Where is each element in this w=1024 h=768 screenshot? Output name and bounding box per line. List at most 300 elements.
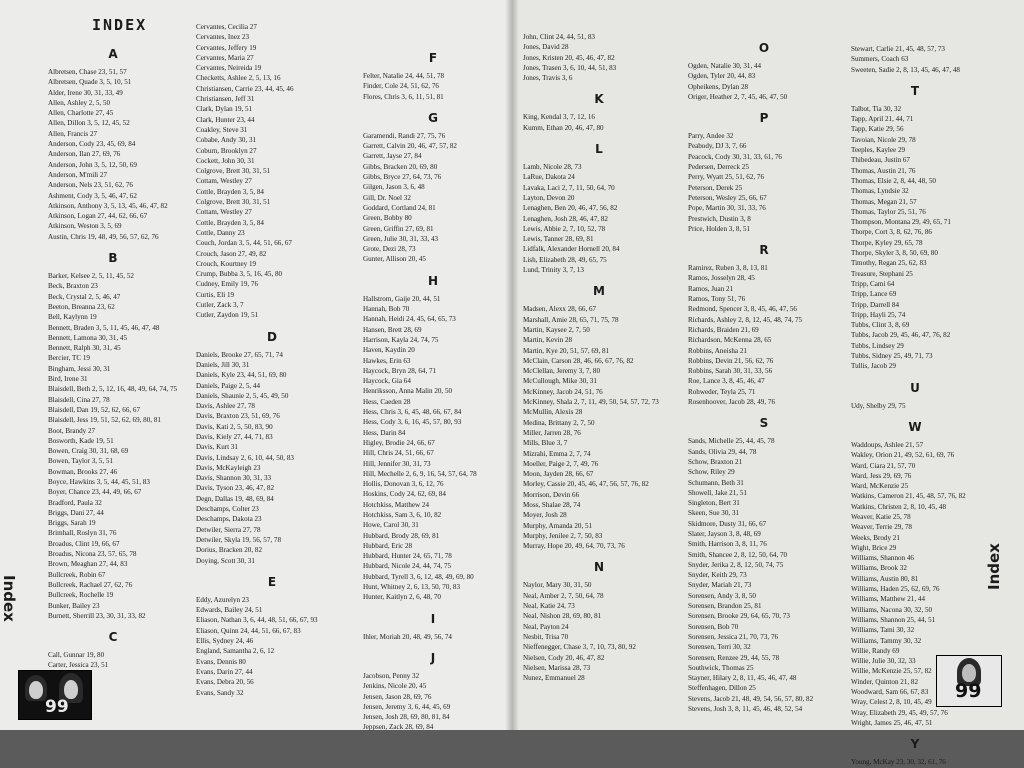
index-entry: Couch, Jordan 3, 5, 44, 51, 66, 67 <box>196 239 292 248</box>
index-entry: Thibedeau, Justin 67 <box>851 156 910 165</box>
index-entry: Morley, Cassie 20, 45, 46, 47, 56, 57, 76, 82 <box>523 480 649 489</box>
index-entry: Moss, Shalae 28, 74 <box>523 500 581 509</box>
index-entry: Haycock, Bryn 28, 64, 71 <box>363 366 437 375</box>
index-entry: Wight, Brice 29 <box>851 543 897 552</box>
index-entry: Jensen, Jason 28, 69, 76 <box>363 692 432 701</box>
index-entry: Clark, Dylan 19, 51 <box>196 105 253 114</box>
index-entry: Grote, Dezi 28, 73 <box>363 245 416 254</box>
index-entry: Crump, Bubba 3, 5, 16, 45, 80 <box>196 270 283 279</box>
index-entry: Anderson, Ilan 27, 69, 76 <box>48 150 121 159</box>
index-entry: Hansen, Brett 28, 69 <box>363 325 422 334</box>
index-entry: Moon, Jayden 28, 66, 67 <box>523 470 594 479</box>
index-entry: McKinney, Jacob 24, 51, 76 <box>523 387 603 396</box>
index-entry: Mizrahi, Emma 2, 7, 74 <box>523 449 591 458</box>
index-entry: Cottle, Danny 23 <box>196 228 245 237</box>
index-entry: Ogden, Tyler 20, 44, 83 <box>688 72 756 81</box>
index-entry: Green, Bobby 80 <box>363 214 412 223</box>
index-entry: Sorensen, Bob 70 <box>688 622 739 631</box>
index-entry: Hawkes, Erin 63 <box>363 356 411 365</box>
index-entry: Hunter, Kaitlyn 2, 6, 48, 70 <box>363 593 441 602</box>
index-entry: Davis, Kurt 31 <box>196 443 238 452</box>
index-entry: Beeton, Breanna 23, 62 <box>48 302 115 311</box>
index-entry: Cutler, Zack 3, 7 <box>196 301 244 310</box>
index-entry: Eliason, Quinn 24, 44, 51, 66, 67, 83 <box>196 626 301 635</box>
index-entry: Martin, Kevin 28 <box>523 336 573 345</box>
index-entry: Jensen, Jeremy 3, 6, 44, 45, 69 <box>363 702 451 711</box>
index-entry: Gunter, Allison 20, 45 <box>363 255 426 264</box>
index-entry: Lamb, Nicole 28, 73 <box>523 163 582 172</box>
letter-heading: N <box>593 560 605 575</box>
index-entry: Williams, Shannon 25, 44, 51 <box>851 615 936 624</box>
letter-heading: I <box>430 611 436 626</box>
index-entry: Watkins, Christen 2, 8, 10, 45, 48 <box>851 502 946 511</box>
index-entry: Medina, Brittany 2, 7, 50 <box>523 418 595 427</box>
index-entry: Layton, Devon 20 <box>523 193 575 202</box>
index-entry: Dorius, Bracken 20, 82 <box>196 546 262 555</box>
index-entry: Williams, Matthew 21, 44 <box>851 595 925 604</box>
index-entry: Snyder, Mariah 21, 73 <box>688 581 752 590</box>
letter-heading: B <box>108 251 118 266</box>
index-entry: Hubbard, Tyrell 3, 6, 12, 48, 49, 69, 80 <box>363 572 474 581</box>
index-entry: Miller, Jarren 28, 76 <box>523 428 581 437</box>
index-entry: Morrison, Devin 66 <box>523 490 580 499</box>
index-entry: Young, McKay 23, 30, 32, 61, 76 <box>851 758 946 767</box>
index-entry: Anderson, Cody 23, 45, 69, 84 <box>48 140 136 149</box>
letter-heading: E <box>267 574 277 589</box>
index-entry: Blaisdell, Jess 19, 51, 52, 62, 69, 80, 81 <box>48 416 161 425</box>
index-entry: Allen, Dillon 3, 5, 12, 45, 52 <box>48 119 130 128</box>
index-entry: Martin, Kaysee 2, 7, 50 <box>523 325 590 334</box>
index-entry: Evans, Dennis 80 <box>196 657 246 666</box>
index-entry: Hannah, Bob 70 <box>363 305 410 314</box>
index-entry: Neal, Payton 24 <box>523 622 569 631</box>
index-entry: Mills, Blue 3, 7 <box>523 439 568 448</box>
letter-heading: D <box>267 329 277 344</box>
index-entry: Daniels, Kyle 23, 44, 51, 69, 80 <box>196 371 287 380</box>
index-entry: Allen, Charlotte 27, 45 <box>48 109 114 118</box>
index-entry: Green, Griffin 27, 69, 81 <box>363 224 434 233</box>
index-entry: Ellis, Sydney 24, 46 <box>196 637 254 646</box>
index-entry: Wakley, Orion 21, 49, 52, 61, 69, 76 <box>851 451 955 460</box>
index-entry: Peabody, DJ 3, 7, 66 <box>688 142 747 151</box>
index-entry: Daniels, Shaunie 2, 5, 45, 49, 50 <box>196 391 289 400</box>
index-entry: Blaisdell, Dan 19, 52, 62, 66, 67 <box>48 405 141 414</box>
index-entry: Doying, Scott 30, 31 <box>196 556 255 565</box>
index-entry: Howe, Carol 30, 31 <box>363 521 419 530</box>
index-entry: Cervantes, Neireida 19 <box>196 64 262 73</box>
index-entry: Jones, Travis 3, 6 <box>523 74 573 83</box>
index-entry: Williams, Tammy 30, 32 <box>851 636 922 645</box>
index-entry: Richards, Braiden 21, 69 <box>688 325 759 334</box>
index-entry: Henriksson, Anna Malin 20, 50 <box>363 387 453 396</box>
index-entry: Robbins, Sarah 30, 31, 33, 56 <box>688 367 773 376</box>
photo-number-right: 99 <box>955 680 982 702</box>
index-entry: Bullcreek, Rochelle 19 <box>48 591 114 600</box>
index-entry: Sands, Olivia 29, 44, 78 <box>688 447 757 456</box>
index-entry: Snyder, Keith 29, 73 <box>688 571 747 580</box>
index-entry: Bennett, Lamona 30, 31, 45 <box>48 333 128 342</box>
index-entry: Bullcreek, Rachael 27, 62, 76 <box>48 580 133 589</box>
index-entry: Naylor, Mary 30, 31, 50 <box>523 581 592 590</box>
index-entry: Hotchkiss, Sam 3, 6, 10, 82 <box>363 510 442 519</box>
index-entry: Tubbs, Jacob 29, 45, 46, 47, 76, 82 <box>851 331 951 340</box>
index-entry: Davis, Ashlee 27, 78 <box>196 402 255 411</box>
index-entry: Cottle, Brayden 3, 5, 84 <box>196 187 264 196</box>
index-entry: Daniels, Jill 30, 31 <box>196 360 250 369</box>
index-entry: Atkinson, Logan 27, 44, 62, 66, 67 <box>48 212 148 221</box>
index-entry: Murray, Hope 20, 49, 64, 70, 73, 76 <box>523 542 625 551</box>
index-entry: Gilgen, Jason 3, 6, 48 <box>363 183 425 192</box>
index-entry: Boyer, Chance 23, 44, 49, 66, 67 <box>48 488 142 497</box>
index-entry: Skeen, Sue 30, 31 <box>688 509 740 518</box>
index-entry: Davis, Lindsay 2, 6, 10, 44, 50, 83 <box>196 453 294 462</box>
index-entry: Sweeten, Sadie 2, 8, 13, 45, 46, 47, 48 <box>851 65 960 74</box>
index-entry: Tripp, Hayli 25, 74 <box>851 310 906 319</box>
index-entry: Smith, Shancee 2, 8, 12, 50, 64, 70 <box>688 550 788 559</box>
index-entry: Goddard, Cortland 24, 81 <box>363 203 436 212</box>
index-entry: Jenkins, Nicole 20, 45 <box>363 682 427 691</box>
index-entry: Cottam, Westley 27 <box>196 177 252 186</box>
index-entry: Richardson, McKenna 28, 65 <box>688 336 772 345</box>
letter-heading: R <box>759 243 769 258</box>
index-entry: Richards, Ashley 2, 8, 12, 45, 48, 74, 75 <box>688 315 803 324</box>
index-entry: Bell, Kaylynn 19 <box>48 313 97 322</box>
index-entry: Ramos, Juan 21 <box>688 284 734 293</box>
index-entry: Wright, James 25, 46, 47, 51 <box>851 718 933 727</box>
index-entry: Bowen, Craig 30, 31, 68, 69 <box>48 447 129 456</box>
index-entry: Nieffenegger, Chase 3, 7, 10, 73, 80, 92 <box>523 643 636 652</box>
index-entry: Moeller, Paige 2, 7, 49, 76 <box>523 459 599 468</box>
index-entry: Colgrove, Brett 30, 31, 51 <box>196 167 271 176</box>
index-entry: Davis, Shannon 30, 31, 33 <box>196 474 272 483</box>
index-entry: Sorensen, Jessica 21, 70, 73, 76 <box>688 632 779 641</box>
index-entry: Gibbs, Bracken 20, 69, 80 <box>363 162 438 171</box>
photo-number-left: 99 <box>45 697 69 717</box>
index-entry: Singleton, Bert 31 <box>688 499 740 508</box>
index-entry: Bennett, Ralph 30, 31, 45 <box>48 344 121 353</box>
index-entry: Nielsen, Cody 20, 46, 47, 82 <box>523 653 605 662</box>
index-entry: Detwiler, Skyla 19, 56, 57, 78 <box>196 535 282 544</box>
index-entry: Thomas, Elsie 2, 8, 44, 48, 50 <box>851 176 936 185</box>
index-entry: Coakley, Steve 31 <box>196 125 248 134</box>
index-entry: Hubbard, Nicole 24, 44, 74, 75 <box>363 562 452 571</box>
index-entry: Willie, Julie 30, 32, 33 <box>851 657 916 666</box>
index-entry: Wray, Elizabeth 29, 45, 49, 57, 76 <box>851 708 948 717</box>
letter-heading: F <box>428 51 438 65</box>
index-entry: Hoskins, Cody 24, 62, 69, 84 <box>363 490 446 499</box>
index-entry: Beck, Crystal 2, 5, 46, 47 <box>48 292 121 301</box>
index-entry: Tripp, Darrell 84 <box>851 300 900 309</box>
index-entry: Garrett, Calvin 20, 46, 47, 57, 82 <box>363 142 457 151</box>
side-label-right: Index <box>985 543 1003 590</box>
index-entry: Cutler, Zaydon 19, 51 <box>196 311 259 320</box>
index-entry: Hill, Jennifer 30, 31, 73 <box>363 459 431 468</box>
index-entry: Tapp, April 21, 44, 71 <box>851 115 914 124</box>
index-entry: Rohweder, Teyla 25, 71 <box>688 387 756 396</box>
index-entry: Bosworth, Kade 19, 51 <box>48 436 114 445</box>
letter-heading: L <box>595 142 603 157</box>
index-entry: McMullin, Alexis 28 <box>523 408 583 417</box>
index-column-1 <box>48 38 178 671</box>
student-photo-left <box>18 670 92 720</box>
page-gutter <box>505 0 519 730</box>
index-entry: Checketts, Ashlee 2, 5, 13, 16 <box>196 74 281 83</box>
index-entry: Skidmore, Dusty 31, 66, 67 <box>688 519 767 528</box>
index-entry: Deschamps, Dakota 23 <box>196 515 262 524</box>
index-entry: Curtis, Eli 19 <box>196 290 235 299</box>
index-entry: Sorensen, Terri 30, 32 <box>688 643 751 652</box>
index-entry: Tripp, Cami 64 <box>851 279 895 288</box>
index-entry: Flores, Chris 3, 6, 11, 51, 81 <box>363 92 444 101</box>
letter-heading: T <box>910 83 920 98</box>
index-entry: Lidfalk, Alexander Hornell 20, 84 <box>523 245 620 254</box>
index-entry: Wray, Celest 2, 8, 10, 45, 49 <box>851 698 932 707</box>
index-entry: Stevens, Jacob 21, 48, 49, 54, 56, 57, 80, 82 <box>688 694 814 703</box>
index-entry: Christiansen, Carrie 23, 44, 45, 46 <box>196 84 294 93</box>
index-entry: Smith, Harrison 3, 8, 11, 76 <box>688 540 767 549</box>
index-entry: Jones, Trasen 3, 6, 10, 44, 51, 83 <box>523 63 617 72</box>
index-entry: Steffenhagen, Dillon 25 <box>688 684 756 693</box>
index-entry: Davis, McKayleigh 23 <box>196 463 261 472</box>
index-entry: Hubbard, Hunter 24, 65, 71, 78 <box>363 552 452 561</box>
index-entry: Bercier, TC 19 <box>48 354 90 363</box>
index-entry: Pope, Martin 30, 31, 33, 76 <box>688 204 766 213</box>
index-entry: Cervantes, Maria 27 <box>196 53 254 62</box>
index-entry: McClellan, Jeremy 3, 7, 80 <box>523 367 601 376</box>
index-entry: Bird, Irene 31 <box>48 375 88 384</box>
index-entry: Anderson, M'mili 27 <box>48 170 108 179</box>
index-entry: Cobabe, Andy 30, 31 <box>196 136 257 145</box>
index-entry: Ward, McKenzie 25 <box>851 482 909 491</box>
index-entry: Hubbard, Brody 28, 69, 81 <box>363 531 440 540</box>
index-entry: Cervantes, Jeffery 19 <box>196 43 257 52</box>
index-entry: Beck, Braxton 23 <box>48 282 98 291</box>
index-entry: Cottle, Brayden 3, 5, 84 <box>196 218 264 227</box>
index-entry: Davis, Braxton 23, 51, 69, 76 <box>196 412 280 421</box>
index-entry: Bowen, Taylor 3, 5, 51 <box>48 457 113 466</box>
index-entry: Ogden, Natalie 30, 31, 44 <box>688 62 762 70</box>
index-entry: Coburn, Brooklyn 27 <box>196 146 257 155</box>
index-entry: Broadus, Nicona 23, 57, 65, 78 <box>48 550 137 559</box>
index-entry: Crouch, Kourtney 19 <box>196 259 257 268</box>
index-entry: Albretsen, Chase 23, 51, 57 <box>48 68 127 76</box>
letter-heading: P <box>759 111 769 126</box>
index-entry: Cockett, John 30, 31 <box>196 156 255 165</box>
index-entry: Thorpe, Skyler 3, 8, 50, 69, 80 <box>851 249 938 258</box>
index-entry: Stayner, Hilary 2, 8, 11, 45, 46, 47, 48 <box>688 674 797 683</box>
index-entry: Degn, Dallas 19, 48, 69, 84 <box>196 494 274 503</box>
index-entry: Lish, Elizabeth 28, 49, 65, 75 <box>523 255 607 264</box>
index-entry: Schow, Braxton 21 <box>688 457 743 466</box>
index-entry: Sorensen, Andy 3, 8, 50 <box>688 591 756 600</box>
index-entry: Boot, Brandy 27 <box>48 426 96 435</box>
student-photo-right <box>936 655 1002 707</box>
index-entry: Daniels, Brooke 27, 65, 71, 74 <box>196 350 283 359</box>
letter-heading: H <box>427 273 439 288</box>
index-entry: Marshall, Amie 28, 65, 71, 75, 78 <box>523 315 619 324</box>
index-entry: Opheikens, Dylan 28 <box>688 82 749 91</box>
index-entry: Hill, Chris 24, 51, 66, 67 <box>363 449 434 458</box>
index-entry: Daniels, Paige 2, 5, 44 <box>196 381 261 390</box>
index-entry: Jones, Kristen 20, 45, 46, 47, 82 <box>523 53 615 62</box>
index-entry: Williams, Haden 25, 62, 69, 76 <box>851 585 940 594</box>
index-entry: Southwick, Thomas 25 <box>688 663 754 672</box>
index-entry: England, Samantha 2, 6, 12 <box>196 647 275 656</box>
letter-heading: C <box>108 630 118 645</box>
index-entry: Alder, Irene 30, 31, 33, 49 <box>48 88 123 97</box>
index-entry: Hess, Cody 3, 6, 16, 45, 57, 80, 93 <box>363 418 462 427</box>
index-entry: Finder, Cole 24, 51, 62, 76 <box>363 82 439 91</box>
index-entry: Higley, Brodie 24, 66, 67 <box>363 438 435 447</box>
index-entry: Bradford, Paula 32 <box>48 498 102 507</box>
index-entry: Thompson, Montana 29, 49, 65, 71 <box>851 218 951 227</box>
index-entry: Allen, Ashley 2, 5, 50 <box>48 98 111 107</box>
index-entry: Thomas, Taylor 25, 51, 76 <box>851 207 926 216</box>
index-entry: King, Kendal 3, 7, 12, 16 <box>523 113 595 122</box>
index-entry: Timothy, Regan 25, 62, 83 <box>851 259 927 268</box>
letter-heading: O <box>758 41 770 55</box>
index-entry: Williams, Brook 32 <box>851 564 907 573</box>
index-entry: Cervantes, Inez 23 <box>196 33 249 42</box>
index-entry: Edwards, Bailey 24, 51 <box>196 606 263 615</box>
index-entry: Schumann, Beth 31 <box>688 478 744 487</box>
index-entry: Eliason, Nathan 3, 6, 44, 48, 51, 66, 67, 93 <box>196 616 318 625</box>
index-entry: Lenaghen, Ben 20, 46, 47, 56, 82 <box>523 204 618 213</box>
index-column-3 <box>363 42 503 733</box>
index-entry: Rosenhoover, Jacob 28, 49, 76 <box>688 398 775 407</box>
index-entry: Kumm, Ethan 20, 46, 47, 80 <box>523 123 604 132</box>
index-entry: Roe, Lance 3, 8, 45, 46, 47 <box>688 377 765 386</box>
index-entry: Anderson, John 3, 5, 12, 50, 69 <box>48 160 137 169</box>
index-entry: Treasure, Stephani 25 <box>851 269 913 278</box>
index-entry: Hannah, Heidi 24, 45, 64, 65, 73 <box>363 315 456 324</box>
index-entry: Bunker, Bailey 23 <box>48 601 100 610</box>
index-entry: Thomas, Lyndsie 32 <box>851 187 909 196</box>
letter-heading: K <box>594 92 604 107</box>
index-entry: McKinney, Shala 2, 7, 11, 49, 50, 54, 57, 72, 73 <box>523 398 659 407</box>
index-entry: McCullough, Mike 30, 31 <box>523 377 597 386</box>
letter-heading: W <box>908 419 922 434</box>
index-entry: Williams, Nacona 30, 32, 50 <box>851 605 933 614</box>
index-entry: Tubbs, Lindsey 29 <box>851 341 904 350</box>
index-entry: Davis, Kati 2, 5, 50, 83, 90 <box>196 422 273 431</box>
index-entry: Hess, Darin 84 <box>363 428 406 437</box>
index-entry: Talbot, Tia 30, 32 <box>851 104 902 113</box>
index-entry: Weaver, Terrie 29, 78 <box>851 523 912 532</box>
index-entry: Ashment, Cody 3, 5, 46, 47, 62 <box>48 191 137 200</box>
index-entry: Evans, Debra 20, 56 <box>196 678 254 687</box>
index-entry: Ramos, Tony 51, 76 <box>688 295 746 304</box>
index-entry: Lewis, Tanner 28, 69, 81 <box>523 235 594 244</box>
index-entry: Hess, Chris 3, 6, 45, 48, 66, 67, 84 <box>363 408 462 417</box>
index-column-4 <box>523 32 675 683</box>
letter-heading: M <box>593 284 605 299</box>
index-entry: Peterson, Wesley 25, 66, 67 <box>688 193 767 202</box>
page-title: INDEX <box>92 16 148 34</box>
index-entry: Price, Holden 3, 8, 51 <box>688 224 751 233</box>
index-entry: Broadus, Clint 19, 66, 67 <box>48 539 120 548</box>
index-entry: Neal, Amber 2, 7, 50, 64, 78 <box>523 591 604 600</box>
index-entry: Williams, Tami 30, 32 <box>851 626 915 635</box>
index-entry: Sorensen, Brooke 29, 64, 65, 70, 73 <box>688 612 790 621</box>
index-entry: Origer, Heather 2, 7, 45, 46, 47, 50 <box>688 92 788 101</box>
index-entry: Allen, Francis 27 <box>48 129 98 138</box>
index-entry: Bingham, Jessi 30, 31 <box>48 364 111 373</box>
index-entry: Clark, Hunter 23, 44 <box>196 115 255 124</box>
index-entry: Madsen, Alexx 28, 66, 67 <box>523 305 597 314</box>
letter-heading: A <box>108 47 118 61</box>
index-entry: Williams, Austin 80, 81 <box>851 574 919 583</box>
index-entry: Ramirez, Ruben 3, 8, 13, 81 <box>688 264 768 273</box>
index-entry: Briggs, Sarah 19 <box>48 519 96 528</box>
index-entry: Hubbard, Eric 28 <box>363 541 413 550</box>
index-entry: Schow, Riley 29 <box>688 468 735 477</box>
index-entry: Slater, Jayson 3, 8, 48, 69 <box>688 529 761 538</box>
index-column-5 <box>688 32 840 714</box>
index-entry: Hunt, Whitney 2, 6, 13, 50, 70, 83 <box>363 583 461 592</box>
index-entry: Atkinson, Anthony 3, 5, 13, 45, 46, 47, 82 <box>48 201 168 210</box>
index-entry: Thorpe, Cort 3, 8, 62, 76, 86 <box>851 228 932 237</box>
index-entry: Deschamps, Colter 23 <box>196 505 259 514</box>
index-entry: Lavaka, Laci 2, 7, 11, 50, 64, 70 <box>523 183 615 192</box>
index-entry: Jones, David 28 <box>523 43 569 52</box>
index-entry: Green, Julie 30, 31, 33, 43 <box>363 234 439 243</box>
index-entry: Bullcreek, Robin 67 <box>48 570 106 579</box>
index-entry: Hollis, Donovan 3, 6, 12, 76 <box>363 480 444 489</box>
index-entry: Summers, Coach 63 <box>851 55 909 64</box>
index-entry: Martin, Kye 20, 51, 57, 69, 81 <box>523 346 610 355</box>
index-entry: Robbins, Aneisha 21 <box>688 346 747 355</box>
index-entry: Weeks, Brody 21 <box>851 533 900 542</box>
index-entry: Barker, Kelsee 2, 5, 11, 45, 52 <box>48 272 134 281</box>
index-entry: Jeppsen, Zack 28, 69, 84 <box>363 723 434 732</box>
index-entry: Colgrove, Brett 30, 31, 51 <box>196 198 271 207</box>
index-entry: Harrison, Kayla 24, 74, 75 <box>363 335 439 344</box>
index-entry: Woodward, Sam 66, 67, 83 <box>851 688 929 697</box>
index-entry: Willie, Randy 69 <box>851 646 900 655</box>
index-entry: Thomas, Austin 21, 76 <box>851 166 916 175</box>
letter-heading: U <box>910 380 920 395</box>
index-entry: Prestwich, Dustin 3, 8 <box>688 214 751 223</box>
letter-heading: J <box>430 650 436 665</box>
index-entry: Ramos, Josselyn 28, 45 <box>688 274 755 283</box>
index-entry: Eddy, Azurelyn 23 <box>196 595 249 604</box>
index-entry: Brimhall, Roslyn 31, 76 <box>48 529 117 538</box>
index-entry: Thorpe, Kyley 29, 65, 78 <box>851 238 923 247</box>
index-entry: Neal, Nishon 28, 69, 80, 81 <box>523 612 602 621</box>
index-entry: Burnett, Sherrill 23, 30, 31, 33, 82 <box>48 611 146 620</box>
index-entry: Nesbit, Trisa 70 <box>523 632 569 641</box>
index-entry: Nunez, Emmanuel 28 <box>523 674 585 683</box>
index-entry: Ihler, Moriah 20, 48, 49, 56, 74 <box>363 632 452 641</box>
index-entry: Boyce, Hawkins 3, 5, 44, 45, 51, 83 <box>48 477 150 486</box>
index-entry: Teeples, Kaylee 29 <box>851 146 906 155</box>
index-column-2 <box>196 22 348 698</box>
index-entry: Austin, Chris 19, 48, 49, 56, 57, 62, 76 <box>48 232 159 241</box>
index-entry: McClain, Carson 28, 46, 66, 67, 76, 82 <box>523 356 634 365</box>
index-entry: Sands, Michelle 25, 44, 45, 78 <box>688 437 775 446</box>
index-entry: Perry, Wyatt 25, 51, 62, 76 <box>688 173 765 182</box>
index-entry: Tullis, Jacob 29 <box>851 362 896 371</box>
index-entry: Briggs, Dani 27, 44 <box>48 508 104 517</box>
index-entry: Tavoian, Nicole 29, 78 <box>851 135 916 144</box>
index-entry: Cottam, Westley 27 <box>196 208 252 217</box>
index-entry: Sorensen, Brandon 25, 81 <box>688 602 762 611</box>
index-entry: Winder, Quinton 21, 82 <box>851 677 919 686</box>
index-entry: Davis, Tyson 23, 46, 47, 82 <box>196 484 274 493</box>
index-entry: Blaisdell, Beth 2, 5, 12, 16, 48, 49, 64, 74, 75 <box>48 385 178 394</box>
index-entry: Gill, Dr. Noel 32 <box>363 193 411 202</box>
